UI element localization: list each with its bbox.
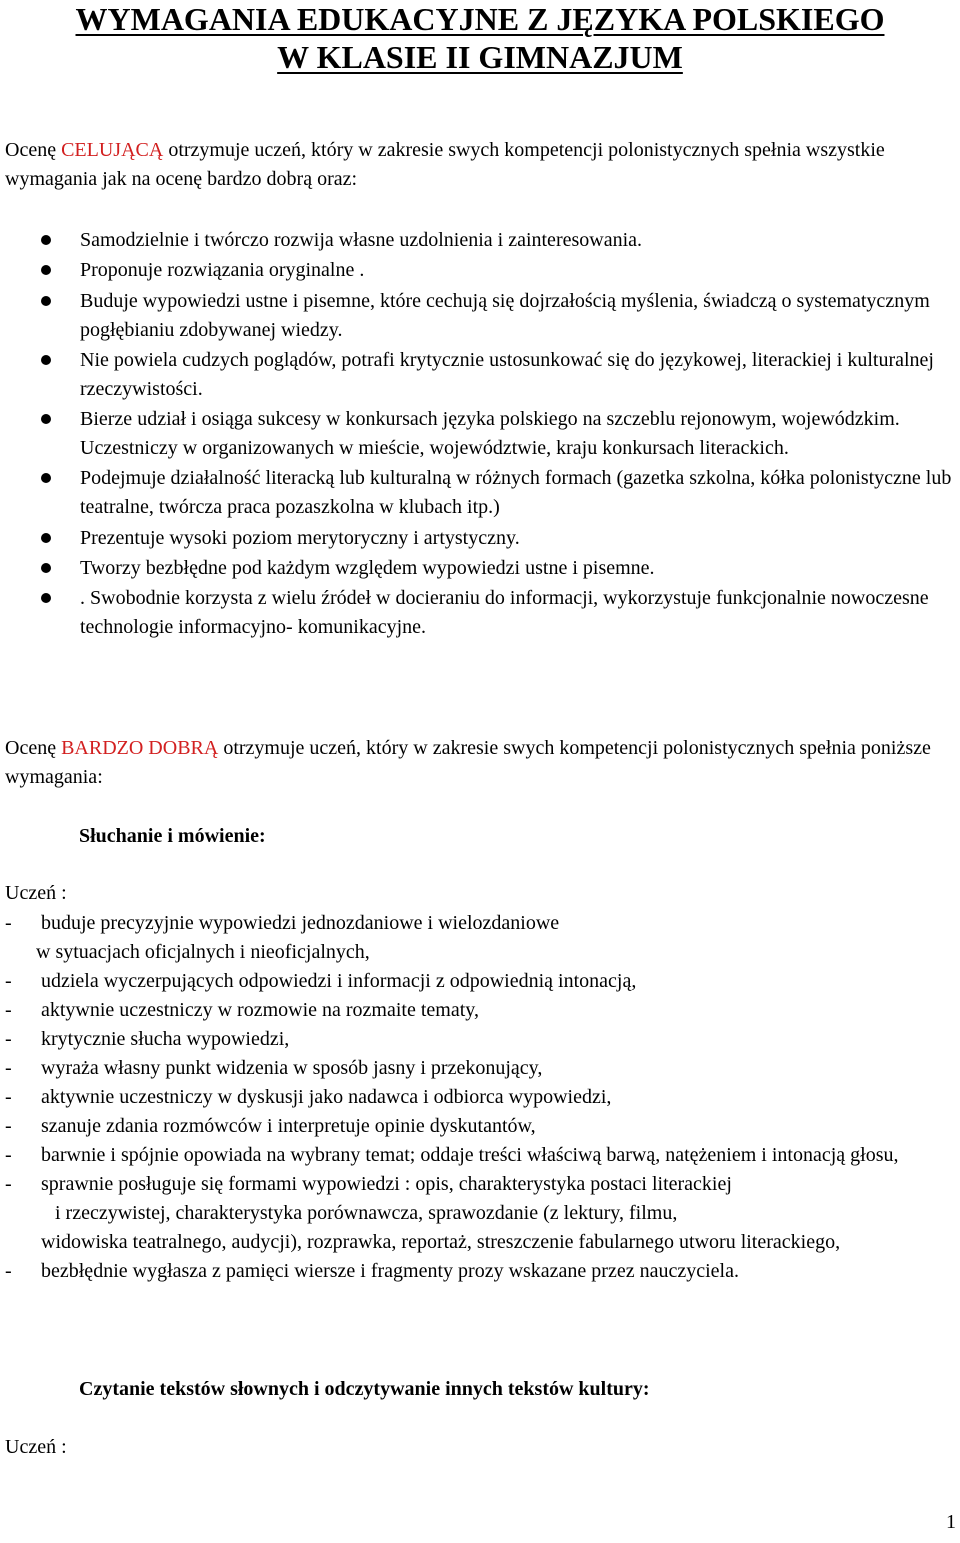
list-item xyxy=(0,584,960,642)
grade-bardzo-dobra: BARDZO DOBRĄ xyxy=(61,737,219,759)
list-item xyxy=(0,346,960,404)
list-item-text: Podejmuje działalność literacką lub kulturalną w różnych formach (gazetka szkolna, kółka polonistyczne lub teatralne, twórcza praca pozaszkolna w klubach itp.) xyxy=(80,467,952,519)
list-item-continuation xyxy=(0,1228,960,1257)
celujaca-intro xyxy=(5,136,950,194)
list-item-continuation xyxy=(0,938,960,967)
dash-marker: - xyxy=(5,1260,12,1282)
list-item-text: widowiska teatralnego, audycji), rozprawka, reportaż, streszczenie fabularnego utworu literackiego, xyxy=(41,1231,841,1253)
grade-celujaca: CELUJĄCĄ xyxy=(61,139,164,161)
document-title-line2: W KLASIE II GIMNAZJUM xyxy=(277,39,683,75)
bullet-icon xyxy=(41,473,51,483)
list-item-text: sprawnie posługuje się formami wypowiedzi : opis, charakterystyka postaci literackiej xyxy=(41,1173,732,1195)
list-item-continuation xyxy=(0,1199,960,1228)
list-item xyxy=(0,554,960,583)
list-item xyxy=(0,909,960,938)
dash-marker: - xyxy=(5,912,12,934)
section-heading-czytanie: Czytanie tekstów słownych i odczytywanie innych tekstów kultury: xyxy=(79,1378,650,1400)
celujaca-requirements-list xyxy=(0,226,960,644)
list-item-text: szanuje zdania rozmówców i interpretuje opinie dyskutantów, xyxy=(41,1115,536,1137)
bullet-icon xyxy=(41,235,51,245)
list-item-text: Tworzy bezbłędne pod każdym względem wypowiedzi ustne i pisemne. xyxy=(80,557,655,580)
list-item-text: Samodzielnie i twórczo rozwija własne uzdolnienia i zainteresowania. xyxy=(80,229,643,251)
list-item xyxy=(0,226,960,255)
list-item xyxy=(0,1257,960,1286)
list-item-text: Proponuje rozwiązania oryginalne . xyxy=(80,259,365,282)
list-item xyxy=(0,1141,960,1170)
bardzo-dobra-intro-after: otrzymuje uczeń, który w zakresie swych kompetencji polonistycznych spełnia poniższe wymagania: xyxy=(5,737,931,788)
list-item-text: Nie powiela cudzych poglądów, potrafi krytycznie ustosunkować się do językowej, literackiej i kulturalnej rzeczywistości. xyxy=(80,348,934,400)
dash-marker: - xyxy=(5,970,12,992)
dash-marker: - xyxy=(5,999,12,1021)
bullet-icon xyxy=(41,355,51,365)
list-item-text: bezbłędnie wygłasza z pamięci wiersze i fragmenty prozy wskazane przez nauczyciela. xyxy=(41,1260,739,1282)
list-item-text: wyraża własny punkt widzenia w sposób jasny i przekonujący, xyxy=(41,1057,543,1079)
bullet-icon xyxy=(41,533,51,543)
bullet-icon xyxy=(41,414,51,424)
list-item-text: Bierze udział i osiąga sukcesy w konkursach języka polskiego na szczeblu rejonowym, wojewódzkim. Uczestniczy w organizowanych w mieście, województwie, kraju konkursach literackich. xyxy=(80,408,900,460)
sluchanie-requirements-list xyxy=(0,909,960,1286)
list-item xyxy=(0,464,960,522)
list-item-text: . Swobodnie korzysta z wielu źródeł w docieraniu do informacji, wykorzystuje funkcjonalnie nowoczesne technologie informacyjno- komunikacyjne. xyxy=(80,587,929,639)
list-item xyxy=(0,967,960,996)
dash-marker: - xyxy=(5,1086,12,1108)
dash-marker: - xyxy=(5,1057,12,1079)
list-item-text: Prezentuje wysoki poziom merytoryczny i artystyczny. xyxy=(80,526,520,549)
list-item xyxy=(0,287,960,345)
list-item-text: barwnie i spójnie opowiada na wybrany temat; oddaje treści właściwą barwą, natężeniem i intonacją głosu, xyxy=(41,1144,899,1166)
list-item-text: Buduje wypowiedzi ustne i pisemne, które cechują się dojrzałością myślenia, świadczą o systematycznym pogłębianiu zdobywanej wiedzy. xyxy=(80,289,930,341)
dash-marker: - xyxy=(5,1028,12,1050)
list-item xyxy=(0,1054,960,1083)
bullet-icon xyxy=(41,563,51,573)
list-item xyxy=(0,256,960,285)
list-item xyxy=(0,1083,960,1112)
bardzo-dobra-intro xyxy=(5,734,950,792)
list-item-text: w sytuacjach oficjalnych i nieoficjalnych, xyxy=(36,941,370,963)
celujaca-intro-after: otrzymuje uczeń, który w zakresie swych kompetencji polonistycznych spełnia wszystkie wymagania jak na ocenę bardzo dobrą oraz: xyxy=(5,139,885,190)
list-item xyxy=(0,524,960,553)
list-item-text: buduje precyzyjnie wypowiedzi jednozdaniowe i wielozdaniowe xyxy=(41,912,560,934)
list-item xyxy=(0,996,960,1025)
bullet-icon xyxy=(41,296,51,306)
list-item-text: udziela wyczerpujących odpowiedzi i informacji z odpowiednią intonacją, xyxy=(41,970,637,992)
list-item-text: i rzeczywistej, charakterystyka porównawcza, sprawozdanie (z lektury, filmu, xyxy=(55,1202,678,1224)
celujaca-intro-before: Ocenę xyxy=(5,139,62,161)
list-item-text: krytycznie słucha wypowiedzi, xyxy=(41,1028,290,1050)
bullet-icon xyxy=(41,265,51,275)
list-item xyxy=(0,1025,960,1054)
dash-marker: - xyxy=(5,1115,12,1137)
list-item xyxy=(0,405,960,463)
uczen-label: Uczeń : xyxy=(5,882,67,904)
list-item xyxy=(0,1112,960,1141)
bardzo-dobra-intro-before: Ocenę xyxy=(5,737,62,759)
dash-marker: - xyxy=(5,1144,12,1166)
dash-marker: - xyxy=(5,1173,12,1195)
uczen-label: Uczeń : xyxy=(5,1436,67,1458)
list-item-text: aktywnie uczestniczy w dyskusji jako nadawca i odbiorca wypowiedzi, xyxy=(41,1086,612,1108)
page-number: 1 xyxy=(946,1511,956,1533)
list-item xyxy=(0,1170,960,1199)
document-title-line1: WYMAGANIA EDUKACYJNE Z JĘZYKA POLSKIEGO xyxy=(75,1,885,37)
bullet-icon xyxy=(41,593,51,603)
section-heading-sluchanie: Słuchanie i mówienie: xyxy=(79,825,266,847)
list-item-text: aktywnie uczestniczy w rozmowie na rozmaite tematy, xyxy=(41,999,479,1021)
